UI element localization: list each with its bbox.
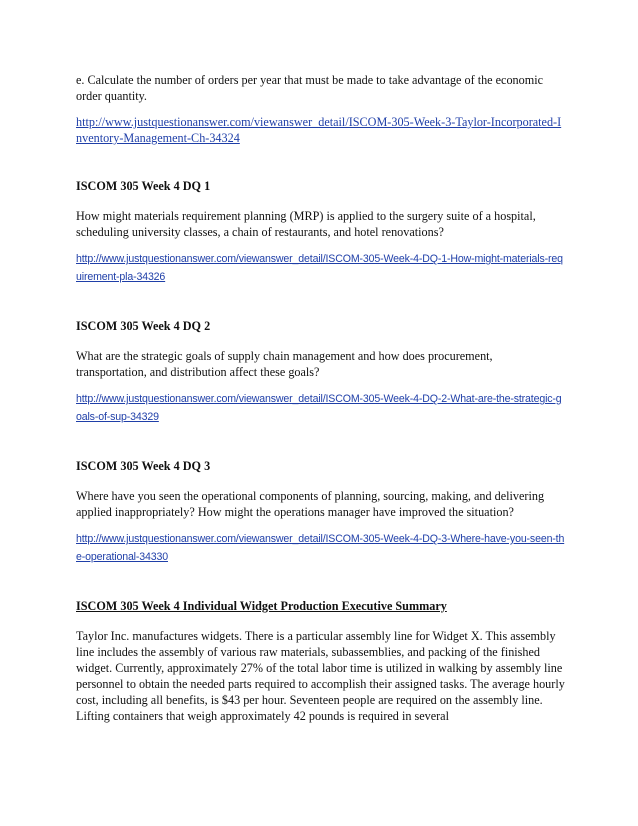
dq3-text: Where have you seen the operational components of planning, sourcing, making, and delivering applied inappropriately? How might the operations manager have improved the situation? bbox=[76, 489, 545, 519]
dq3-heading: ISCOM 305 Week 4 DQ 3 bbox=[76, 459, 211, 473]
widget-summary-heading: ISCOM 305 Week 4 Individual Widget Production Executive Summary bbox=[76, 599, 447, 613]
dq1-text: How might materials requirement planning (MRP) is applied to the surgery suite of a hospital, scheduling university classes, a chain of restaurants, and hotel renovations? bbox=[76, 209, 536, 239]
dq3-link[interactable]: http://www.justquestionanswer.com/viewanswer_detail/ISCOM-305-Week-4-DQ-3-Where-have-you-seen-the-operational-34330 bbox=[76, 533, 565, 563]
dq2-link[interactable]: http://www.justquestionanswer.com/viewanswer_detail/ISCOM-305-Week-4-DQ-2-What-are-the-strategic-goals-of-sup-34329 bbox=[76, 393, 562, 423]
taylor-inventory-link[interactable]: http://www.justquestionanswer.com/viewanswer_detail/ISCOM-305-Week-3-Taylor-Incorporated-Inventory-Management-Ch-34324 bbox=[76, 115, 562, 145]
dq2-heading: ISCOM 305 Week 4 DQ 2 bbox=[76, 319, 211, 333]
question-e-text: e. Calculate the number of orders per year that must be made to take advantage of the economic order quantity. bbox=[76, 73, 543, 103]
dq1-heading: ISCOM 305 Week 4 DQ 1 bbox=[76, 179, 211, 193]
dq1-link[interactable]: http://www.justquestionanswer.com/viewanswer_detail/ISCOM-305-Week-4-DQ-1-How-might-materials-requirement-pla-34326 bbox=[76, 253, 563, 283]
widget-summary-text: Taylor Inc. manufactures widgets. There is a particular assembly line for Widget X. This assembly line includes the assembly of various raw materials, subassemblies, and packing of the finished widget. Currently, approximately 27% of the total labor time is utilized in walking by assembly line personnel to obtain the needed parts required to accomplish their assigned tasks. The average hourly cost, including all benefits, is $43 per hour. Seventeen people are required on the assembly line. Lifting containers that weigh approximately 42 pounds is required in several bbox=[76, 629, 565, 723]
document-page bbox=[76, 72, 566, 724]
dq2-text: What are the strategic goals of supply chain management and how does procurement, transportation, and distribution affect these goals? bbox=[76, 349, 493, 379]
